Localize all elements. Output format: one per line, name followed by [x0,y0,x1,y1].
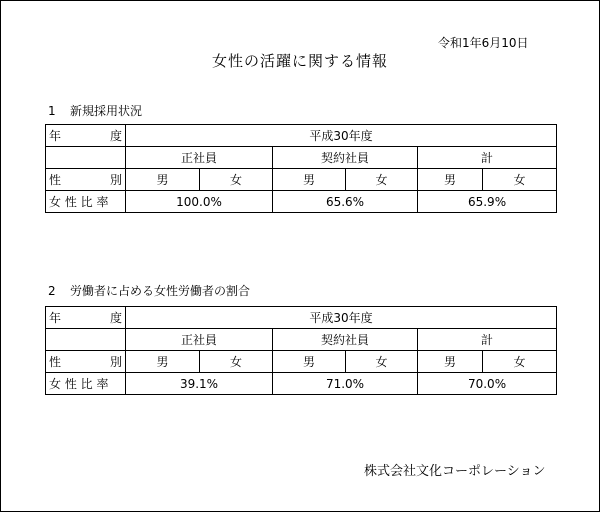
table-row [46,169,557,191]
document-date: 令和1年6月10日 [438,36,529,50]
male-cell: 男 [273,169,346,191]
document-title: 女性の活躍に関する情報 [211,52,388,70]
male-cell: 男 [126,169,200,191]
male-cell: 男 [418,169,483,191]
female-cell: 女 [200,169,273,191]
male-cell: 男 [418,351,483,373]
male-cell: 男 [273,351,346,373]
section-1-heading [48,102,142,119]
female-cell: 女 [200,351,273,373]
group-header-total: 計 [418,329,557,351]
group-header-contract: 契約社員 [273,147,418,169]
fiscal-year-cell: 平成30年度 [126,125,557,147]
table-row [46,351,557,373]
ratio-value-regular: 39.1% [126,373,273,395]
group-header-regular: 正社員 [126,147,273,169]
female-ratio-label: 女 性 比 率 [46,373,126,395]
ratio-value-total: 65.9% [418,191,557,213]
company-name: 株式会社文化コーポレーション [364,464,546,479]
group-header-regular: 正社員 [126,329,273,351]
section-number: 1 [48,104,56,118]
year-header-cell: 年 度 [46,307,126,329]
group-header-total: 計 [418,147,557,169]
female-ratio-label: 女 性 比 率 [46,191,126,213]
table-row [46,147,557,169]
female-cell: 女 [483,351,557,373]
ratio-value-total: 70.0% [418,373,557,395]
ratio-value-contract: 71.0% [273,373,418,395]
gender-header-cell: 性 別 [46,351,126,373]
section-title: 新規採用状況 [70,104,143,118]
year-header-cell: 年 度 [46,125,126,147]
ratio-value-regular: 100.0% [126,191,273,213]
female-cell: 女 [483,169,557,191]
section-title: 労働者に占める女性労働者の割合 [70,284,251,298]
table-row [46,125,557,147]
gender-header-cell: 性 別 [46,169,126,191]
table-row [46,329,557,351]
female-cell: 女 [346,351,418,373]
group-header-contract: 契約社員 [273,329,418,351]
table-row [46,191,557,213]
ratio-value-contract: 65.6% [273,191,418,213]
empty-cell [46,329,126,351]
workforce-table [45,306,557,395]
hiring-table [45,124,557,213]
female-cell: 女 [346,169,418,191]
table-row [46,307,557,329]
fiscal-year-cell: 平成30年度 [126,307,557,329]
section-2-heading [48,282,250,299]
section-number: 2 [48,284,56,298]
table-row [46,373,557,395]
empty-cell [46,147,126,169]
male-cell: 男 [126,351,200,373]
